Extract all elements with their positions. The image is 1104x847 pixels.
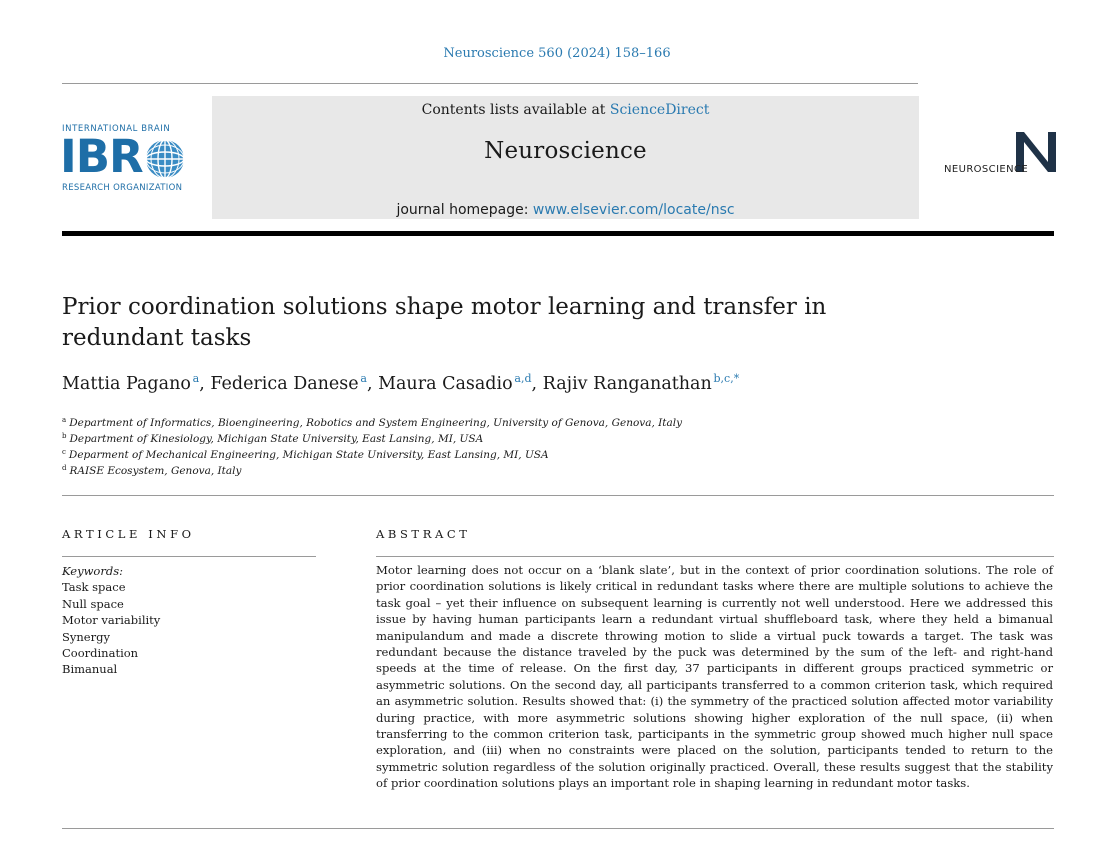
keyword-item: Bimanual — [62, 662, 118, 677]
affiliation-mark: b — [62, 432, 67, 440]
top-divider — [62, 83, 918, 84]
affiliation-text: Deparment of Mechanical Engineering, Michigan State University, East Lansing, MI, USA — [68, 449, 549, 461]
bottom-divider — [62, 828, 1054, 829]
affiliation-item — [62, 463, 962, 479]
author-name: Mattia Pagano — [62, 374, 191, 394]
author-name: Rajiv Ranganathan — [542, 374, 712, 394]
author-list — [62, 374, 962, 394]
keyword-list — [62, 563, 160, 678]
neuroscience-logo-label: NEUROSCIENCE — [944, 164, 1029, 175]
author-affiliation-link[interactable]: a — [360, 372, 367, 385]
homepage-prefix: journal homepage: — [396, 202, 533, 218]
author-affiliation-link[interactable]: a — [192, 372, 200, 385]
affiliation-item — [62, 447, 962, 463]
affiliation-item — [62, 431, 962, 447]
journal-title: Neuroscience — [484, 138, 647, 164]
ibro-logo-top-text: INTERNATIONAL BRAIN — [62, 124, 171, 134]
journal-banner — [212, 96, 919, 219]
header-thick-divider — [62, 231, 1054, 236]
globe-icon — [144, 138, 186, 180]
article-info-divider — [62, 556, 316, 557]
keyword-item: Task space — [62, 580, 126, 595]
author-separator: , — [199, 374, 211, 394]
article-title: Prior coordination solutions shape motor learning and transfer in redundant tasks — [62, 294, 827, 351]
article-info-heading: ARTICLE INFO — [62, 527, 195, 541]
affiliation-text: Department of Informatics, Bioengineering, Robotics and System Engineering, University of Genova, Genova, Italy — [69, 417, 683, 429]
abstract-divider — [376, 556, 1054, 557]
affiliation-mark: a — [62, 416, 67, 424]
abstract-heading: ABSTRACT — [376, 527, 471, 541]
journal-homepage-link[interactable]: www.elsevier.com/locate/nsc — [532, 202, 735, 218]
journal-citation[interactable]: Neuroscience 560 (2024) 158–166 — [443, 46, 671, 61]
affiliation-list — [62, 415, 962, 479]
abstract-text: Motor learning does not occur on a ‘blank slate’, but in the context of prior coordination solutions. The role of prior coordination solutions is likely critical in redundant tasks where there are multiple solutions to achieve the task goal – yet their influence on subsequent learning is currently not well understood. Here we addressed this issue by having human participants learn a redundant virtual shuffleboard task, where they held a bimanual manipulandum and made a discrete throwing motion to slide a virtual puck towards a target. The task was redundant because the distance traveled by the puck was determined by the sum of the left- and right-hand speeds at the time of release. On the first day, 37 participants in different groups practiced symmetric or asymmetric solutions. On the second day, all participants transferred to a common criterion task, which required an asymmetric solution. Results showed that: (i) the symmetry of the practiced solution affected motor variability during practice, with more asymmetric solutions showing higher exploration of the null space, (ii) when transferring to the common criterion task, participants in the symmetric group showed much higher null space exploration, and (iii) when no constraints were placed on the solution, participants tended to return to the symmetric solution regardless of the solution originally practiced. Overall, these results suggest that the stability of prior coordination solutions plays an important role in shaping learning in redundant motor tasks. — [376, 563, 1053, 791]
author-separator: , — [531, 374, 543, 394]
affiliation-mark: c — [62, 448, 66, 456]
author-affiliation-link[interactable]: b,c,* — [713, 372, 740, 385]
affiliation-item — [62, 415, 962, 431]
author-separator: , — [366, 374, 379, 394]
homepage-line — [212, 202, 919, 218]
keyword-item: Synergy — [62, 629, 110, 644]
author-affiliation-link[interactable]: a,d — [514, 372, 532, 385]
affiliation-text: Department of Kinesiology, Michigan State University, East Lansing, MI, USA — [69, 433, 484, 445]
author-name: Federica Danese — [210, 374, 359, 394]
keyword-item: Coordination — [62, 646, 139, 661]
neuroscience-logo — [940, 126, 1060, 182]
ibro-logo — [62, 124, 192, 196]
ibro-logo-bottom-text: RESEARCH ORGANIZATION — [62, 183, 183, 193]
keywords-label: Keywords: — [62, 564, 123, 578]
sciencedirect-link[interactable]: ScienceDirect — [609, 102, 710, 118]
keyword-item: Motor variability — [62, 613, 161, 628]
affiliation-text: RAISE Ecosystem, Genova, Italy — [69, 465, 242, 477]
contents-prefix: Contents lists available at — [421, 102, 610, 118]
section-divider — [62, 495, 1054, 496]
ibro-logo-mark: IBR — [60, 130, 143, 183]
contents-line — [212, 102, 919, 118]
author-name: Maura Casadio — [378, 374, 513, 394]
affiliation-mark: d — [62, 464, 67, 472]
keyword-item: Null space — [62, 596, 124, 611]
